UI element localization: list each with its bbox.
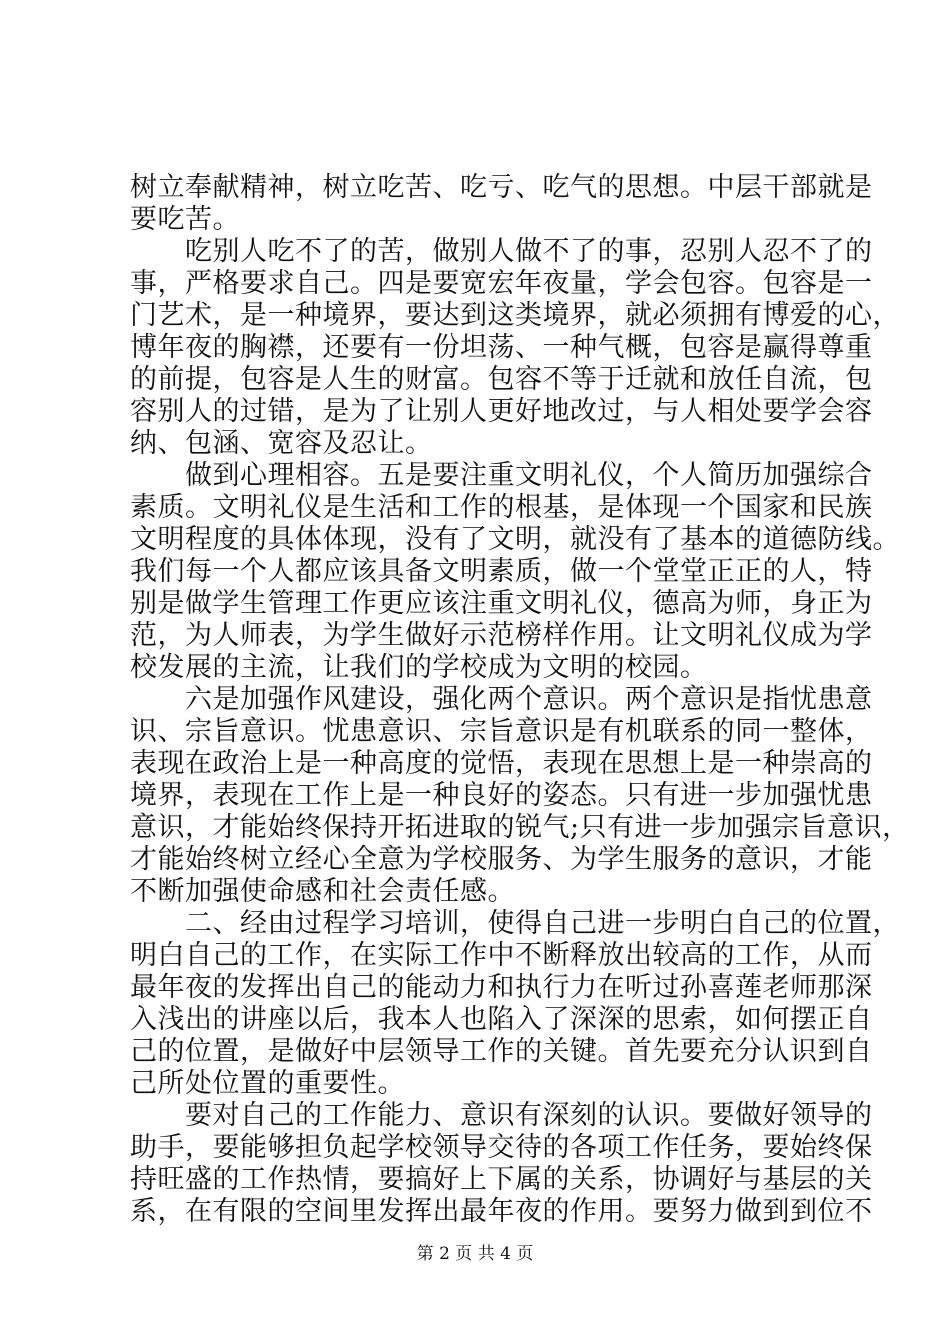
text-line: 六是加强作风建设，强化两个意识。两个意识是指忧患意 (130, 684, 873, 715)
text-line: 吃别人吃不了的苦，做别人做不了的事，忍别人忍不了的 (130, 236, 873, 267)
text-line: 识、宗旨意识。忧患意识、宗旨意识是有机联系的同一整体， (130, 716, 873, 747)
text-line: 做到心理相容。五是要注重文明礼仪，个人简历加强综合 (130, 460, 873, 491)
paragraph (130, 172, 873, 236)
text-line: 助手，要能够担负起学校领导交待的各项工作任务，要始终保 (130, 1132, 873, 1163)
text-line: 要吃苦。 (130, 204, 240, 235)
text-line: 意识，才能始终保持开拓进取的锐气;只有进一步加强宗旨意识， (130, 812, 910, 843)
text-line: 入浅出的讲座以后，我本人也陷入了深深的思索，如何摆正自 (130, 1004, 873, 1035)
text-line: 持旺盛的工作热情，要搞好上下属的关系，协调好与基层的关 (130, 1164, 873, 1195)
text-line: 树立奉献精神，树立吃苦、吃亏、吃气的思想。中层干部就是 (130, 172, 873, 203)
text-line: 博年夜的胸襟，还要有一份坦荡、一种气概，包容是赢得尊重 (130, 332, 873, 363)
text-line: 范，为人师表，为学生做好示范榜样作用。让文明礼仪成为学 (130, 620, 873, 651)
text-line: 不断加强使命感和社会责任感。 (130, 876, 515, 907)
text-line: 事，严格要求自己。四是要宽宏年夜量，学会包容。包容是一 (130, 268, 873, 299)
text-line: 别是做学生管理工作更应该注重文明礼仪，德高为师，身正为 (130, 588, 873, 619)
document-body (130, 172, 910, 1228)
text-line: 明白自己的工作，在实际工作中不断释放出较高的工作，从而 (130, 940, 873, 971)
text-line: 己所处位置的重要性。 (130, 1068, 405, 1099)
paragraph (130, 684, 910, 908)
text-line: 境界，表现在工作上是一种良好的姿态。只有进一步加强忧患 (130, 780, 873, 811)
text-line: 校发展的主流，让我们的学校成为文明的校园。 (130, 652, 708, 683)
text-line: 要对自己的工作能力、意识有深刻的认识。要做好领导的 (130, 1100, 873, 1131)
page-footer: 第 2 页 共 4 页 (416, 1244, 534, 1264)
text-line: 己的位置，是做好中层领导工作的关键。首先要充分认识到自 (130, 1036, 873, 1067)
text-line: 素质。文明礼仪是生活和工作的根基，是体现一个国家和民族 (130, 492, 873, 523)
text-line: 最年夜的发挥出自己的能动力和执行力在听过孙喜莲老师那深 (130, 972, 873, 1003)
text-line: 系，在有限的空间里发挥出最年夜的作用。要努力做到到位不 (130, 1196, 873, 1227)
paragraph (130, 908, 900, 1100)
paragraph (130, 1100, 873, 1228)
paragraph (130, 460, 900, 684)
text-line: 容别人的过错，是为了让别人更好地改过，与人相处要学会容 (130, 396, 873, 427)
text-line: 的前提，包容是人生的财富。包容不等于迁就和放任自流，包 (130, 364, 873, 395)
paragraph (130, 236, 900, 460)
text-line: 门艺术，是一种境界，要达到这类境界，就必须拥有博爱的心， (130, 300, 900, 331)
text-line: 才能始终树立经心全意为学校服务、为学生服务的意识，才能 (130, 844, 873, 875)
text-line: 纳、包涵、宽容及忍让。 (130, 428, 433, 459)
text-line: 二、经由过程学习培训，使得自己进一步明白自己的位置， (130, 908, 900, 939)
text-line: 表现在政治上是一种高度的觉悟，表现在思想上是一种崇高的 (130, 748, 873, 779)
text-line: 我们每一个人都应该具备文明素质，做一个堂堂正正的人，特 (130, 556, 873, 587)
text-line: 文明程度的具体体现，没有了文明，就没有了基本的道德防线。 (130, 524, 900, 555)
